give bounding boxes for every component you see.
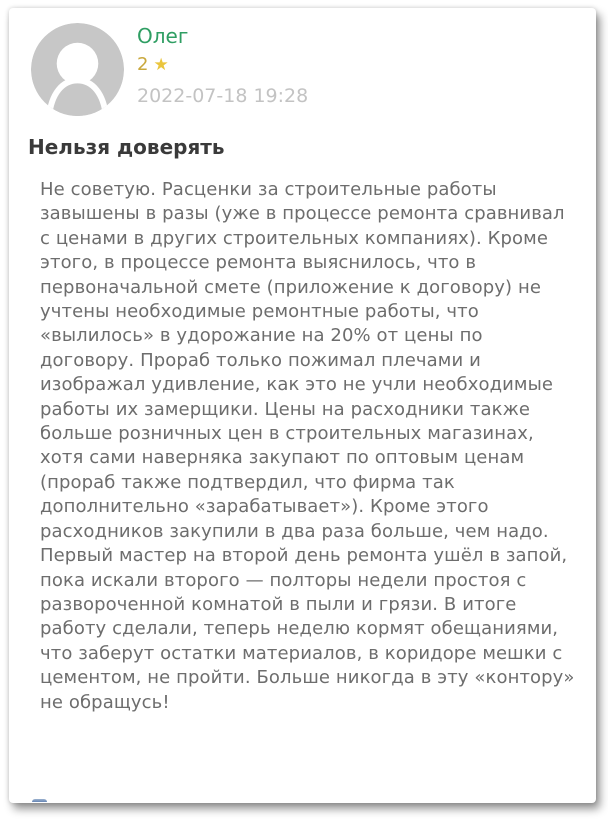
cropped-bottom-element xyxy=(32,799,47,802)
star-icon: ★ xyxy=(153,55,169,75)
rating xyxy=(137,54,308,76)
review-title: Нельзя доверять xyxy=(28,135,225,159)
review-date: 2022-07-18 19:28 xyxy=(137,85,309,107)
review-card xyxy=(9,8,596,803)
reviewer-name: Олег xyxy=(137,24,189,48)
review-header xyxy=(30,22,576,117)
rating-value: 2 xyxy=(137,54,149,75)
avatar xyxy=(30,22,125,117)
person-icon xyxy=(30,22,125,117)
review-body-text: Не советую. Расценки за строительные работы завышены в разы (уже в процессе ремонта сравнивал с ценами в других строительных компаниях). Кроме этого, в процессе ремонта выяснилось, что в первоначальной смете (приложение к договору) не учтены необходимые ремонтные работы, что «вылилось» в удорожание на 20% от цены по договору. Прораб только пожимал плечами и изображал удивление, как это не учли необходимые работы их замерщики. Цены на расходники также больше розничных цен в строительных магазинах, хотя сами наверняка закупают по оптовым ценам (прораб также подтвердил, что фирма так дополнительно «зарабатывает»). Кроме этого расходников закупили в два раза больше, чем надо. Первый мастер на второй день ремонта ушёл в запой, пока искали второго — полторы недели простоя с развороченной комнатой в пыли и грязи. В итоге работу сделали, теперь неделю кормят обещаниями, что заберут остатки материалов, в коридоре мешки с цементом, не пройти. Больше никогда в эту «контору» не обращусь! xyxy=(40,179,575,713)
reviewer-info xyxy=(137,22,308,108)
